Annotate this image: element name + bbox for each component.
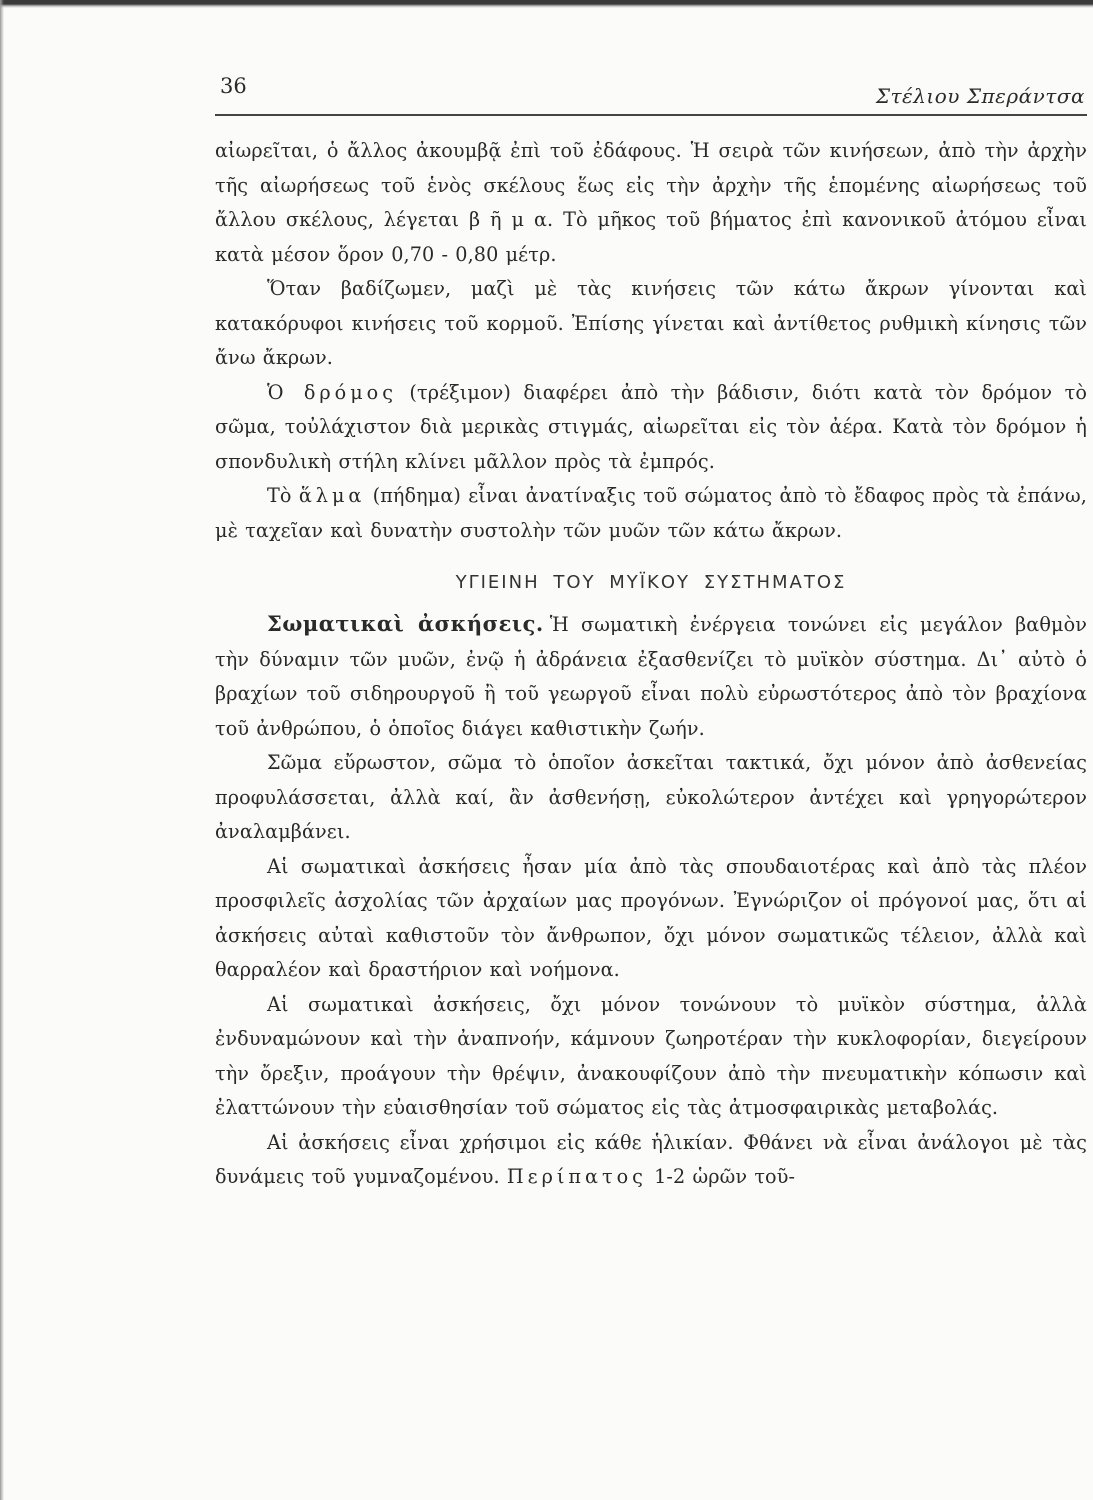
term-dromos: Ὁ δρόμος bbox=[267, 380, 397, 404]
running-header bbox=[215, 70, 1087, 116]
paragraph-4 bbox=[215, 479, 1087, 548]
paragraph-4-lead: Τὸ bbox=[267, 484, 299, 507]
paragraph-3-text: (τρέξιμον) διαφέρει ἀπὸ τὴν βάδισιν, διότι κατὰ τὸν δρόμον τὸ σῶμα, τοὐλάχιστον διὰ μερικὰς στιγμάς, αἰωρεῖται εἰς τὸν ἀέρα. Κατὰ τὸν δρόμον ἡ σπονδυλικὴ στήλη κλίνει μᾶλλον πρὸς τὰ ἐμπρός. bbox=[215, 380, 1087, 473]
scan-left-edge bbox=[0, 0, 4, 1500]
term-peripatos: Περίπατος bbox=[506, 1165, 647, 1188]
paragraph-5-text: Ἡ σωματικὴ ἐνέργεια τονώνει εἰς μεγάλον βαθμὸν τὴν δύναμιν τῶν μυῶν, ἐνῷ ἡ ἀδράνεια ἐξασθενίζει τὸ μυϊκὸν σύστημα. Δι᾿ αὐτὸ ὁ βραχίων τοῦ σιδηρουργοῦ ἢ τοῦ γεωργοῦ εἶναι πολὺ εὐρωστότερος ἀπὸ τὸν βραχίονα τοῦ ἀνθρώπου, ὁ ὁποῖος διάγει καθιστικὴν ζωήν. bbox=[215, 613, 1087, 740]
body-text bbox=[215, 134, 1087, 1195]
book-page bbox=[215, 70, 1087, 1195]
paragraph-8: Αἱ σωματικαὶ ἀσκήσεις, ὄχι μόνον τονώνουν τὸ μυϊκὸν σύστημα, ἀλλὰ ἐνδυναμώνουν καὶ τὴν ἀναπνοήν, κάμνουν ζωηροτέραν τὴν κυκλοφορίαν, διεγείρουν τὴν ὄρεξιν, προάγουν τὴν θρέψιν, ἀνακουφίζουν ἀπὸ τὴν πνευματικὴν κόπωσιν καὶ ἐλαττώνουν τὴν εὐαισθησίαν τοῦ σώματος εἰς τὰς ἀτμοσφαιρικὰς μεταβολάς. bbox=[215, 992, 1087, 1119]
page-number: 36 bbox=[220, 74, 247, 98]
paragraph-2: Ὅταν βαδίζωμεν, μαζὶ μὲ τὰς κινήσεις τῶν κάτω ἄκρων γίνονται καὶ κατακόρυφοι κινήσεις τοῦ κορμοῦ. Ἐπίσης γίνεται καὶ ἀντίθετος ρυθμικὴ κίνησις τῶν ἄνω ἄκρων. bbox=[215, 277, 1087, 369]
scan-top-edge bbox=[0, 0, 1093, 8]
paragraph-4-text: (πήδημα) εἶναι ἀνατίναξις τοῦ σώματος ἀπὸ τὸ ἔδαφος πρὸς τὰ ἐπάνω, μὲ ταχεῖαν καὶ δυνατὴν συστολὴν τῶν μυῶν τῶν κάτω ἄκρων. bbox=[215, 484, 1088, 542]
paragraph-6: Σῶμα εὔρωστον, σῶμα τὸ ὁποῖον ἀσκεῖται τακτικά, ὄχι μόνον ἀπὸ ἀσθενείας προφυλάσσεται, ἀλλὰ καί, ἂν ἀσθενήσῃ, εὐκολώτερον ἀντέχει καὶ γρηγορώτερον ἀναλαμβάνει. bbox=[215, 751, 1087, 843]
running-title: Στέλιου Σπεράντσα bbox=[875, 84, 1085, 108]
paragraph-7: Αἱ σωματικαὶ ἀσκήσεις ἦσαν μία ἀπὸ τὰς σπουδαιοτέρας καὶ ἀπὸ τὰς πλέον προσφιλεῖς ἀσχολίας τῶν ἀρχαίων μας προγόνων. Ἐγνώριζον οἱ πρόγονοί μας, ὅτι αἱ ἀσκήσεις αὐταὶ καθιστοῦν τὸν ἄνθρωπον, ὄχι μόνον σωματικῶς τέλειον, ἀλλὰ καὶ θαρραλέον καὶ δραστήριον καὶ νοήμονα. bbox=[215, 854, 1087, 981]
term-alma: ἅλμα bbox=[298, 484, 366, 507]
paragraph-9-text: Αἱ ἀσκήσεις εἶναι χρήσιμοι εἰς κάθε ἡλικίαν. Φθάνει νὰ εἶναι ἀνάλογοι μὲ τὰς δυνάμεις τοῦ γυμναζομένου. bbox=[215, 1130, 1087, 1188]
paragraph-9 bbox=[215, 1126, 1087, 1195]
paragraph-1: αἰωρεῖται, ὁ ἄλλος ἀκουμβᾷ ἐπὶ τοῦ ἐδάφους. Ἡ σειρὰ τῶν κινήσεων, ἀπὸ τὴν ἀρχὴν τῆς αἰωρήσεως τοῦ ἑνὸς σκέλους ἕως εἰς τὴν ἀρχὴν τῆς ἑπομένης αἰωρήσεως τοῦ ἄλλου σκέλους, λέγεται β ῆ μ α. Τὸ μῆκος τοῦ βήματος ἐπὶ κανονικοῦ ἀτόμου εἶναι κατὰ μέσον ὅρον 0,70 - 0,80 μέτρ. bbox=[215, 139, 1087, 266]
paragraph-5 bbox=[215, 607, 1087, 746]
section-heading: ΥΓΙΕΙΝΗ ΤΟΥ ΜΥΪΚΟΥ ΣΥΣΤΗΜΑΤΟΣ bbox=[455, 572, 847, 593]
paragraph-9-tail: 1-2 ὡρῶν τοῦ- bbox=[646, 1165, 796, 1188]
runin-heading: Σωματικαὶ ἀσκήσεις. bbox=[267, 611, 544, 636]
paragraph-3 bbox=[215, 376, 1087, 480]
